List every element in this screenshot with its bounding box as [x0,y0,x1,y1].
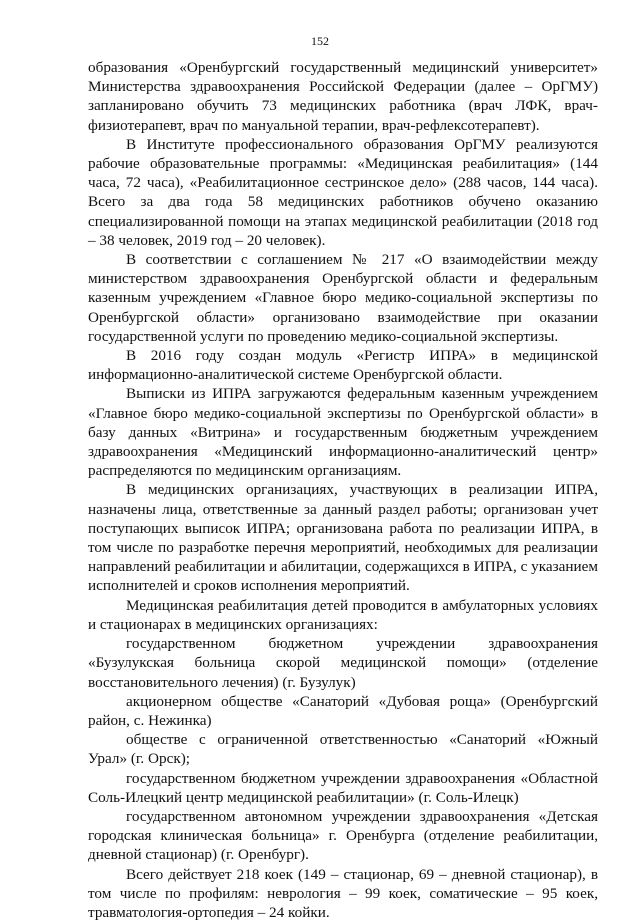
paragraph-children-rehabilitation: Медицинская реабилитация детей проводится в амбулаторных условиях и стационарах в медицинских организациях: [88,596,598,633]
list-item-buzuluk-hospital: государственном бюджетном учреждении здравоохранения «Бузулукская больница скорой медицинской помощи» (отделение восстановительного лечения) (г. Бузулук) [88,635,598,691]
body-text [88,58,598,922]
list-item-orenburg-childrens-hospital: государственном автономном учреждении здравоохранения «Детская городская клиническая больница» г. Оренбурга (отделение реабилитации, дневной стационар) (г. Оренбург). [88,807,598,864]
paragraph-ipra-register-module: В 2016 году создан модуль «Регистр ИПРА» в медицинской информационно-аналитической системе Оренбургской области. [88,347,598,384]
list-item-sol-iletsk-center: государственном бюджетном учреждении здравоохранения «Областной Соль-Илецкий центр медицинской реабилитации» (г. Соль-Илецк) [88,769,598,806]
list-item-yuzhny-ural: обществе с ограниченной ответственностью «Санаторий «Южный Урал» (г. Орск); [88,731,598,768]
paragraph-responsible-persons: В медицинских организациях, участвующих в реализации ИПРА, назначены лица, ответственные за данный раздел работы; организован учет поступающих выписок ИПРА; организована работа по реализации ИПРА, в том числе по разработке перечня мероприятий, необходимых для реализации направлений реабилитации и абилитации, содержащихся в ИПРА, с указанием исполнителей и сроков исполнения мероприятий. [88,481,598,595]
paragraph-agreement-217: В соответствии с соглашением № 217 «О взаимодействии между министерством здравоохранения Оренбургской области и федеральным казенным учреждением «Главное бюро медико-социальной экспертизы по Оренбургской области» организовано взаимодействие при оказании государственной услуги по проведению медико-социальной экспертизы. [88,251,598,345]
paragraph-ipra-extracts: Выписки из ИПРА загружаются федеральным казенным учреждением «Главное бюро медико-социальной экспертизы по Оренбургской области» в базу данных «Витрина» и государственным бюджетным учреждением здравоохранения «Медицинский информационно-аналитический центр» распределяются по медицинским организациям. [88,385,598,480]
paragraph-institute-programs: В Институте профессионального образования ОрГМУ реализуются рабочие образовательные программы: «Медицинская реабилитация» (144 часа, 72 часа), «Реабилитационное сестринское дело» (288 часов, 144 часа). Всего за два года 58 медицинских работников обучено оказанию специализированной помощи на этапах медицинской реабилитации (2018 год – 38 человек, 2019 год – 20 человек). [88,135,598,249]
page-number: 152 [311,34,329,48]
list-item-dubovaya-roshcha: акционерном обществе «Санаторий «Дубовая роща» (Оренбургский район, с. Нежинка) [88,692,598,729]
paragraph-bed-totals: Всего действует 218 коек (149 – стационар, 69 – дневной стационар), в том числе по профилям: неврология – 99 коек, соматические – 95 коек, травматология-ортопедия – 24 койки. [88,865,598,921]
paragraph-university-training: образования «Оренбургский государственный медицинский университет» Министерства здравоохранения Российской Федерации (далее – ОрГМУ) запланировано обучить 73 медицинских работника (врач ЛФК, врач-физиотерапевт, врач по мануальной терапии, врач-рефлексотерапевт). [88,59,598,134]
